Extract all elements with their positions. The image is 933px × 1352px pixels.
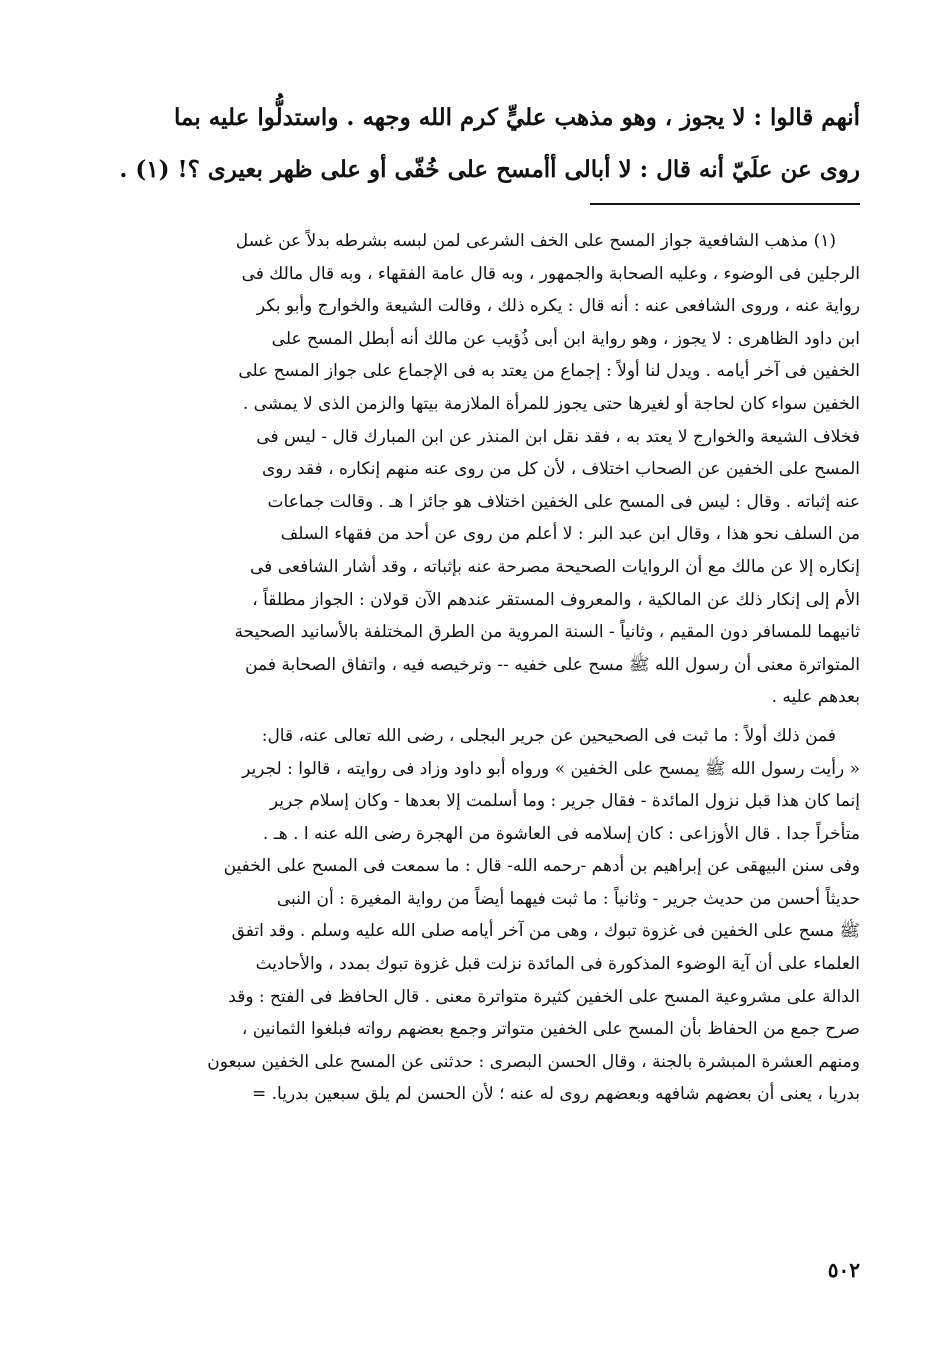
footnote-line: عنه إثباته . وقال : ليس فى المسح على الخفين اختلاف هو جائز ا هـ . وقالت جماعات	[267, 491, 860, 512]
footnote-line: العلماء على أن آية الوضوء المذكورة فى المائدة نزلت قبل غزوة تبوك بمدد ، والأحاديث	[255, 954, 860, 975]
footnote-line: الأم إلى إنكار ذلك عن المالكية ، والمعروف المستقر عندهم الآن قولان : الجواز مطلقاً ،	[252, 589, 860, 610]
footnote-line: الخفين فى آخر أيامه . ويدل لنا أولاً : إجماع من يعتد به فى الإجماع على جواز المسح على	[238, 361, 860, 382]
footnote-line: « رأيت رسول الله ﷺ يمسح على الخفين » ورواه أبو داود وزاد فى روايته ، قالوا : لجرير	[242, 758, 860, 779]
footnote-line: صرح جمع من الحفاظ بأن المسح على الخفين متواتر وجمع بعضهم رواته فبلغوا الثمانين ،	[241, 1019, 860, 1040]
footnote-line: فمن ذلك أولاً : ما ثبت فى الصحيحين عن جرير البجلى ، رضى الله تعالى عنه، قال:	[261, 725, 836, 746]
footnote-line: حديثاً أحسن من حديث جرير - وثانياً : ما ثبت فيهما أيضاً من رواية المغيرة : أن النبى	[276, 888, 860, 909]
footnote-line: وفى سنن البيهقى عن إبراهيم بن أدهم -رحمه الله- قال : ما سمعت فى المسح على الخفين	[223, 856, 860, 877]
footnote-line: المسح على الخفين عن الصحاب اختلاف ، لأن كل من روى عنه منهم إنكاره ، فقد روى	[261, 459, 860, 480]
main-text-line: أنهم قالوا : لا يجوز ، وهو مذهب عليٍّ كرم الله وجهه . واستدلُّوا عليه بما	[174, 104, 860, 131]
footnote-line: فخلاف الشيعة والخوارج لا يعتد به ، فقد نقل ابن المنذر عن ابن المبارك قال - ليس فى	[256, 426, 860, 447]
footnote-line: ﷺ مسح على الخفين فى غزوة تبوك ، وهى من آخر أيامه صلى الله عليه وسلم . وقد اتفق	[231, 921, 860, 942]
footnote-line: ابن داود الظاهرى : لا يجوز ، وهو رواية ابن أبى ذُؤيب عن مالك أنه أبطل المسح على	[271, 328, 860, 349]
main-text-line: روى عن علَيّ أنه قال : لا أبالى أأمسح على خُفّى أو على ظهر بعيرى ؟! (١) .	[119, 156, 860, 183]
footnote-line: الرجلين فى الوضوء ، وعليه الصحابة والجمهور ، وبه قال عامة الفقهاء ، وبه قال مالك فى	[241, 263, 860, 284]
footnote-line: من السلف نحو هذا ، وقال ابن عبد البر : لا أعلم من روى عن أحد من فقهاء السلف	[280, 524, 860, 545]
footnote-line: المتواترة معنى أن رسول الله ﷺ مسح على خفيه -- وترخيصه فيه ، واتفاق الصحابة فمن	[245, 654, 860, 675]
footnote-line: ثانيهما للمسافر دون المقيم ، وثانياً - السنة المروية من الطرق المختلفة بالأسانيد الصحيحة	[234, 622, 860, 643]
page-number: ٥٠٢	[827, 1258, 860, 1282]
footnote-line: بدريا ، يعنى أن بعضهم شافهه وبعضهم روى له عنه ؛ لأن الحسن لم يلق سبعين بدريا. =	[252, 1084, 860, 1105]
footnote-line: الخفين سواء كان لحاجة أو لغيرها حتى يجوز للمرأة الملازمة بيتها والزمن الذى لا يمشى .	[242, 393, 860, 414]
footnote-line: ومنهم العشرة المبشرة بالجنة ، وقال الحسن البصرى : حدثنى عن المسح على الخفين سبعون	[207, 1051, 860, 1072]
footnote-line: (١) مذهب الشافعية جواز المسح على الخف الشرعى لمن لبسه بشرطه بدلاً عن غسل	[235, 231, 836, 251]
footnote-line: رواية عنه ، وروى الشافعى عنه : أنه قال : يكره ذلك ، وقالت الشيعة والخوارج وأبو بكر	[256, 296, 860, 317]
footnote-line: متأخراً جدا . قال الأوزاعى : كان إسلامه فى العاشوة من الهجرة رضى الله عنه ا . هـ .	[262, 823, 860, 844]
footnote-line: إنما كان هذا قبل نزول المائدة - فقال جرير : وما أسلمت إلا بعدها - وكان إسلام جرير	[269, 791, 860, 812]
main-text-block	[105, 92, 860, 196]
footnote-line: إنكاره إلا عن مالك مع أن الروايات الصحيحة مصرحة عنه بإثباته ، وقد أشار الشافعى فى	[250, 556, 860, 577]
footnotes-block	[105, 225, 860, 1111]
footnote-line: الدالة على مشروعية المسح على الخفين كثيرة متواترة معنى . قال الحافظ فى الفتح : وقد	[228, 986, 860, 1007]
footnote-line: بعدهم عليه .	[771, 687, 860, 708]
footnote-separator	[590, 203, 860, 205]
